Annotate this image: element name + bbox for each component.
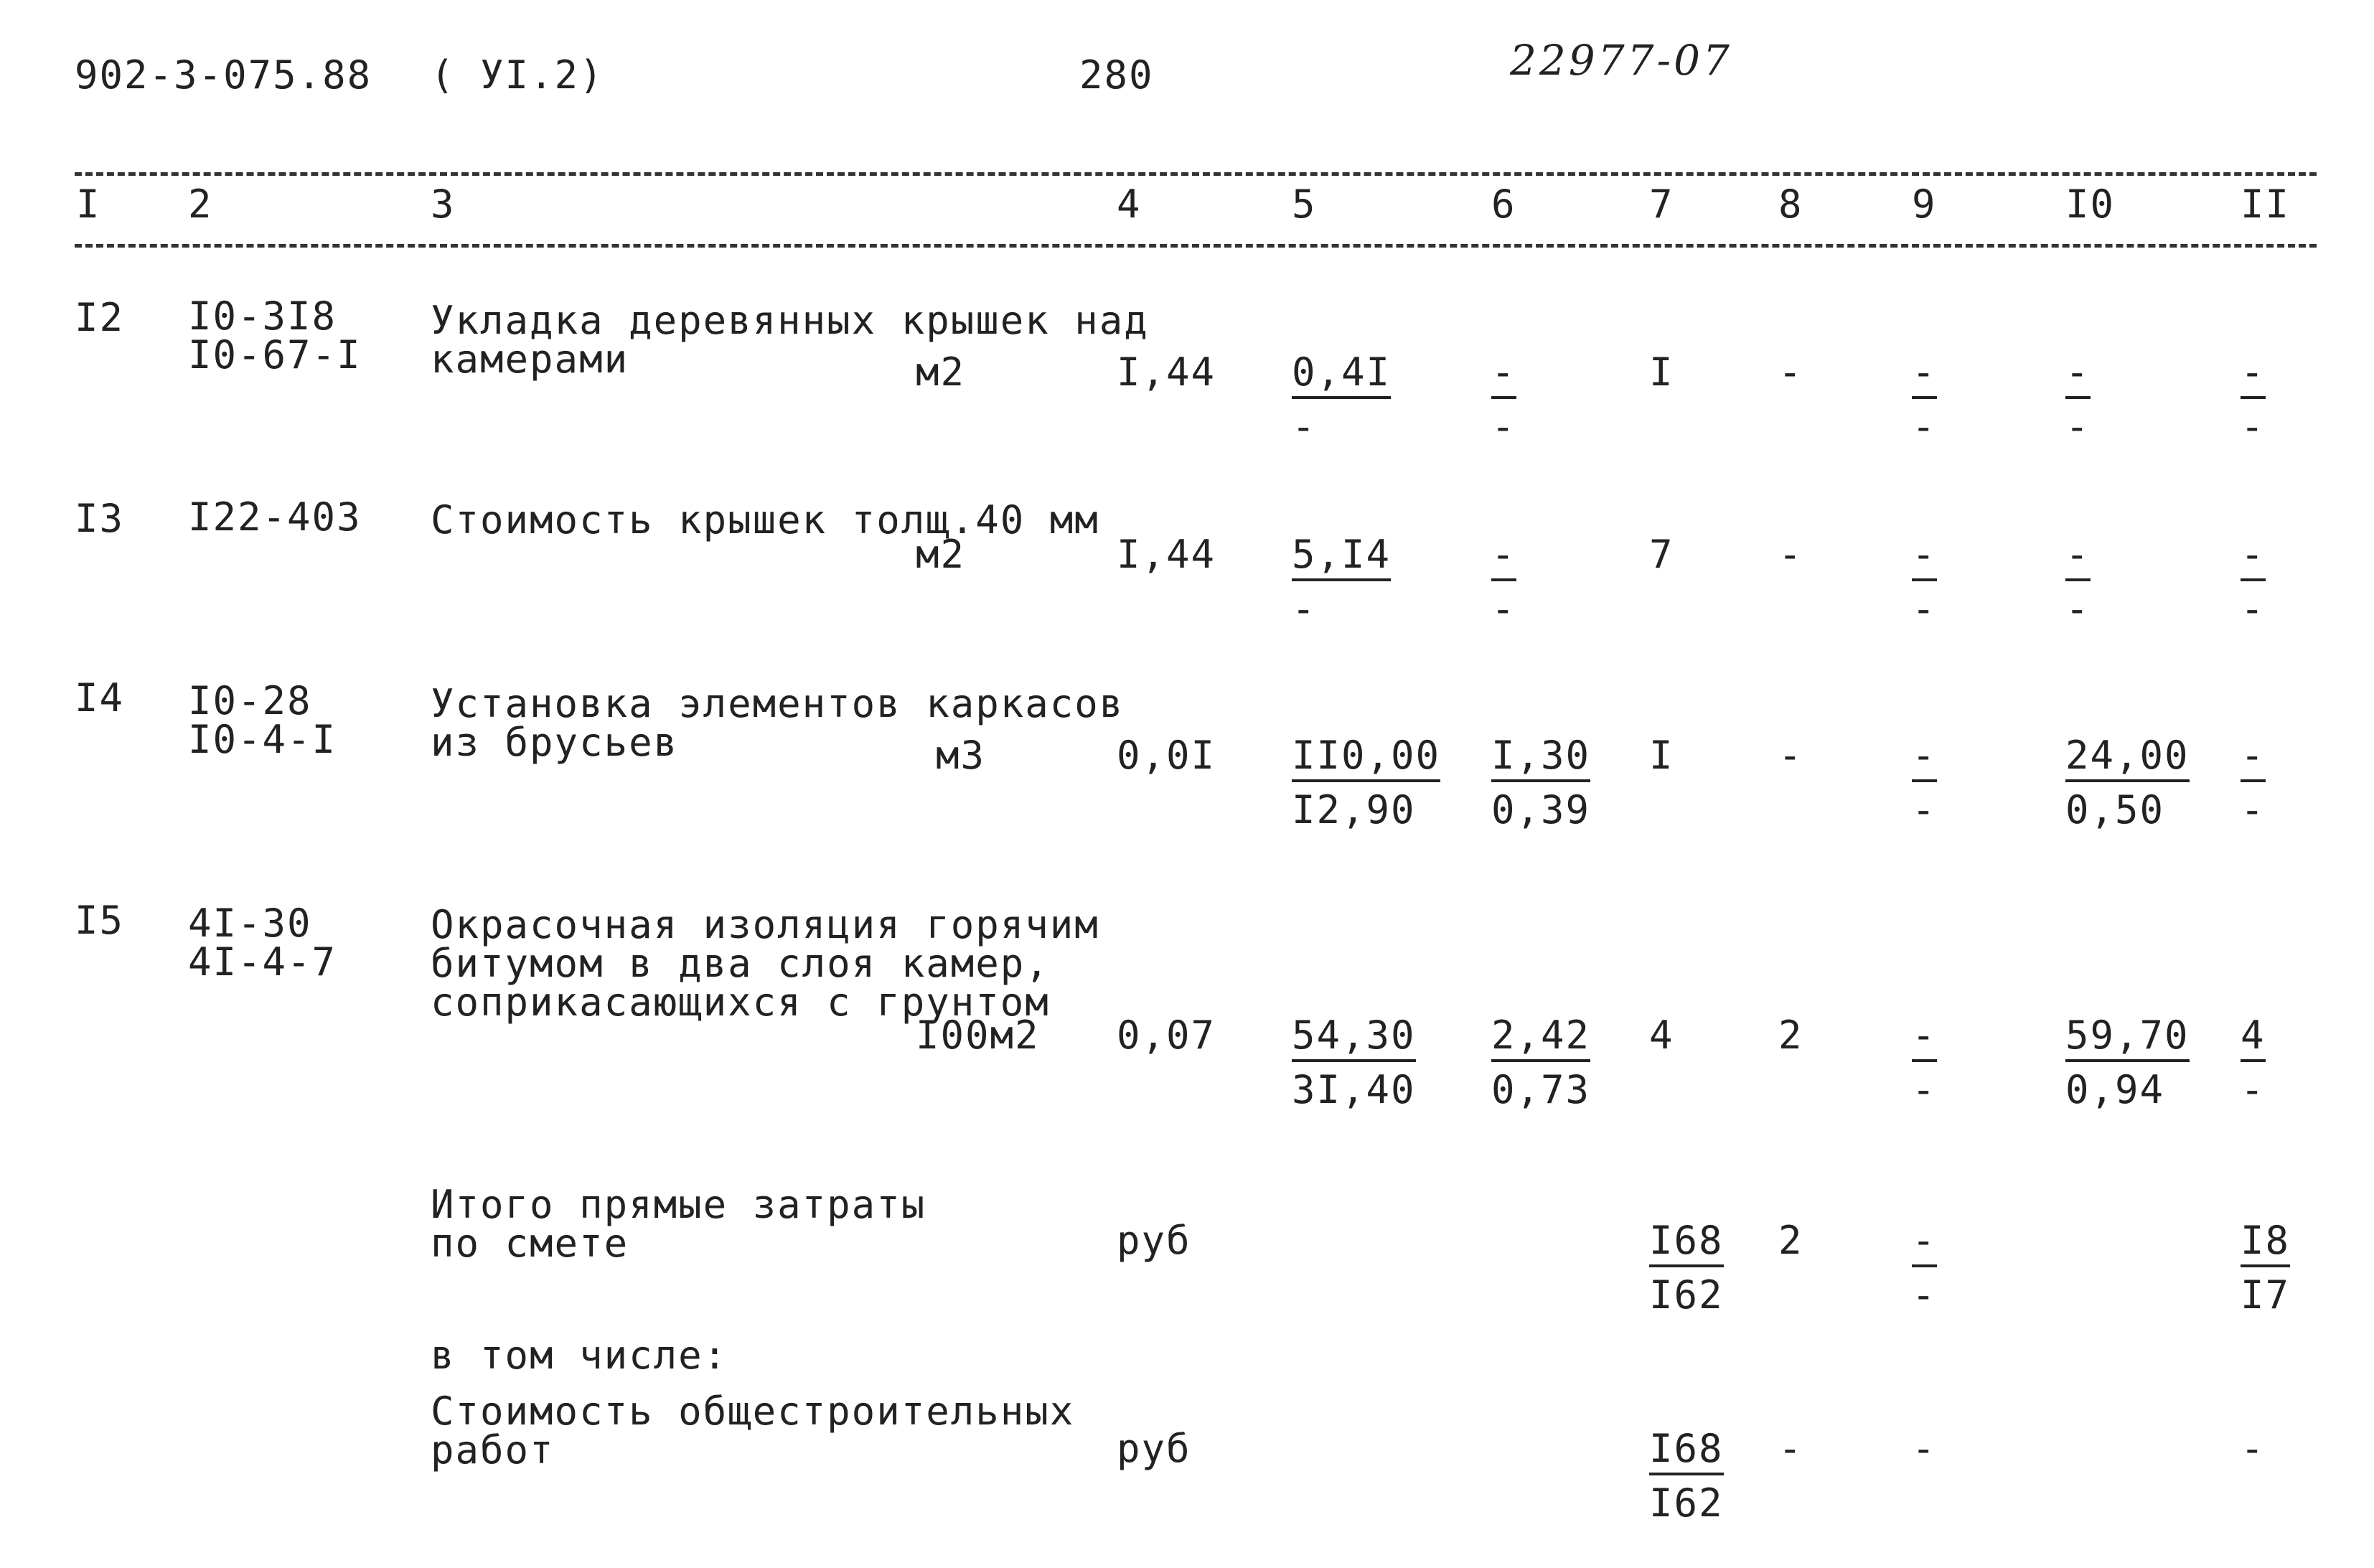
rate-codes <box>188 494 362 540</box>
cell-top-value: 54,30 <box>1292 1015 1416 1062</box>
cell-col8: - <box>1778 349 1803 395</box>
cell-top-value: - <box>1912 534 1937 581</box>
description-line: Итого прямые затраты <box>431 1182 926 1227</box>
description-line: Стоимость общестроительных <box>431 1389 1075 1434</box>
cell-bottom-value: - <box>1912 404 1937 449</box>
cell-col6 <box>1491 735 1590 831</box>
page-number: 280 <box>1079 52 1154 98</box>
rate-codes <box>188 678 337 762</box>
cell-col9 <box>1912 735 1937 831</box>
quantity: I,44 <box>1117 349 1216 395</box>
description-line: Стоимость крышек толщ.40 мм <box>431 497 1099 543</box>
cell-bottom-value: 0,73 <box>1491 1067 1591 1112</box>
unit: м2 <box>916 532 966 577</box>
description-line: по смете <box>431 1221 629 1266</box>
cell-col6 <box>1491 1015 1590 1111</box>
rate-codes <box>188 901 337 985</box>
cell-col8: 2 <box>1778 1218 1803 1263</box>
section-code: ( УI.2) <box>431 52 604 98</box>
column-header: 6 <box>1491 182 1516 227</box>
description-line: Установка элементов каркасов <box>431 681 1125 726</box>
including-label: в том числе: <box>431 1333 728 1378</box>
column-header: 2 <box>188 182 213 227</box>
row-number: I2 <box>75 295 125 340</box>
column-header: 5 <box>1292 182 1317 227</box>
work-description <box>431 298 1149 382</box>
column-header: 4 <box>1117 182 1142 227</box>
cell-col7: 7 <box>1649 532 1674 577</box>
cell-col5 <box>1292 534 1391 630</box>
description-line: работ <box>431 1427 555 1473</box>
cell-top-value: - <box>2065 352 2091 399</box>
cell-bottom-value: I62 <box>1649 1272 1724 1318</box>
cell-top-value: - <box>2241 534 2266 581</box>
column-header: 9 <box>1912 182 1937 227</box>
work-description <box>431 497 1099 543</box>
cell-col11: - <box>2241 1426 2266 1471</box>
cell-col10 <box>2065 534 2091 630</box>
cell-top-value: I68 <box>1649 1220 1724 1267</box>
column-header: 3 <box>431 182 456 227</box>
cell-col5 <box>1292 1015 1416 1111</box>
cell-bottom-value: - <box>1912 586 1937 632</box>
cell-top-value: - <box>2241 352 2266 399</box>
cell-bottom-value: 3I,40 <box>1292 1067 1416 1112</box>
totals-description <box>431 1182 926 1266</box>
rate-code: I0-3I8 <box>188 294 337 339</box>
cell-bottom-value: - <box>2065 404 2091 449</box>
cell-top-value: 59,70 <box>2065 1015 2190 1062</box>
cell-top-value: II0,00 <box>1292 735 1440 782</box>
cell-top-value: - <box>1912 352 1937 399</box>
cell-bottom-value: 0,50 <box>2065 787 2165 832</box>
unit: руб <box>1117 1218 1191 1263</box>
column-header: II <box>2241 182 2291 227</box>
document-code: 902-3-075.88 <box>75 52 372 98</box>
quantity: 0,0I <box>1117 733 1216 778</box>
cell-col9: - <box>1912 1426 1937 1471</box>
cell-bottom-value: I2,90 <box>1292 787 1416 832</box>
cell-bottom-value: - <box>2241 404 2266 449</box>
cell-top-value: 24,00 <box>2065 735 2190 782</box>
cell-col10 <box>2065 735 2190 831</box>
rate-code: 4I-4-7 <box>188 939 337 985</box>
cell-col10 <box>2065 1015 2190 1111</box>
cell-col8: 2 <box>1778 1013 1803 1058</box>
cell-top-value: - <box>2241 735 2266 782</box>
cell-col7: 4 <box>1649 1013 1674 1058</box>
row-number: I5 <box>75 898 125 943</box>
cell-top-value: - <box>1912 1220 1937 1267</box>
cell-col10 <box>2065 349 2091 449</box>
cell-col11 <box>2241 534 2266 630</box>
cell-col8: - <box>1778 733 1803 778</box>
quantity: I,44 <box>1117 532 1216 577</box>
cell-col7 <box>1649 1428 1724 1524</box>
description-line: из брусьев <box>431 720 679 765</box>
subtotal-description <box>431 1389 1075 1473</box>
cell-col9 <box>1912 349 1937 449</box>
cell-col9 <box>1912 1015 1937 1111</box>
cell-bottom-value: 0,94 <box>2065 1067 2165 1112</box>
cell-top-value: - <box>1491 352 1516 399</box>
rate-code: 4I-30 <box>188 901 312 946</box>
cell-bottom-value: - <box>2241 586 2266 632</box>
cell-col11 <box>2241 1015 2266 1111</box>
cell-col5 <box>1292 735 1440 831</box>
cell-top-value: 5,I4 <box>1292 534 1391 581</box>
description-line: камерами <box>431 337 629 382</box>
header-bottom-rule <box>75 244 2317 248</box>
cell-top-value: - <box>1491 534 1516 581</box>
cell-col9 <box>1912 534 1937 630</box>
cell-col7 <box>1649 1220 1724 1316</box>
cell-col11 <box>2241 1220 2290 1316</box>
cell-col7: I <box>1649 349 1674 395</box>
cell-col5 <box>1292 349 1392 449</box>
rate-code: I22-403 <box>188 494 362 540</box>
cell-col9 <box>1912 1220 1937 1316</box>
cell-top-value: 2,42 <box>1491 1015 1590 1062</box>
cell-bottom-value: - <box>1912 1272 1937 1318</box>
cell-bottom-value: 0,39 <box>1491 787 1591 832</box>
row-number: I4 <box>75 675 125 720</box>
column-header: I0 <box>2065 182 2116 227</box>
cell-top-value: - <box>2065 534 2091 581</box>
cell-bottom-value: - <box>2065 586 2091 632</box>
column-header: I <box>76 182 101 227</box>
cell-top-value: I,30 <box>1491 735 1590 782</box>
rate-code: I0-67-I <box>188 332 362 377</box>
cell-col11 <box>2241 735 2266 831</box>
cell-top-value: I8 <box>2241 1220 2290 1267</box>
cell-col6 <box>1491 534 1516 630</box>
cell-top-value: - <box>1912 735 1937 782</box>
unit: руб <box>1117 1426 1191 1471</box>
cell-col8: - <box>1778 532 1803 577</box>
cell-top-value: I68 <box>1649 1428 1724 1475</box>
cell-top-value: 4 <box>2241 1015 2266 1062</box>
cell-bottom-value: - <box>1491 404 1516 449</box>
cell-bottom-value: - <box>1292 586 1317 632</box>
cell-col11 <box>2241 349 2266 449</box>
rate-code: I0-4-I <box>188 717 337 762</box>
column-header: 7 <box>1649 182 1674 227</box>
rate-code: I0-28 <box>188 678 312 723</box>
cell-bottom-value: I62 <box>1649 1480 1724 1526</box>
cell-bottom-value: I7 <box>2241 1272 2291 1318</box>
cell-col8: - <box>1778 1426 1803 1471</box>
unit: I00м2 <box>916 1013 1040 1058</box>
row-number: I3 <box>75 496 125 541</box>
work-description <box>431 902 1099 1025</box>
cell-col7: I <box>1649 733 1674 778</box>
cell-col6 <box>1491 349 1516 449</box>
cell-bottom-value: - <box>1912 787 1937 832</box>
handwritten-number: 22977-07 <box>1510 36 1732 85</box>
column-header: 8 <box>1778 182 1803 227</box>
header-top-rule <box>75 172 2317 176</box>
quantity: 0,07 <box>1117 1013 1216 1058</box>
cell-bottom-value: - <box>1292 404 1317 449</box>
description-line: соприкасающихся с грунтом <box>431 980 1050 1025</box>
cell-bottom-value: - <box>2241 1067 2266 1112</box>
cell-bottom-value: - <box>1491 586 1516 632</box>
unit: м3 <box>936 733 986 778</box>
cell-top-value: 0,4I <box>1292 352 1391 399</box>
description-line: Окрасочная изоляция горячим <box>431 902 1099 947</box>
cell-bottom-value: - <box>1912 1067 1937 1112</box>
description-line: битумом в два слоя камер, <box>431 941 1050 986</box>
cell-bottom-value: - <box>2241 787 2266 832</box>
cell-top-value: - <box>1912 1015 1937 1062</box>
unit: м2 <box>916 349 966 395</box>
description-line: Укладка деревянных крышек над <box>431 298 1149 343</box>
rate-codes <box>188 294 362 377</box>
work-description <box>431 681 1125 765</box>
